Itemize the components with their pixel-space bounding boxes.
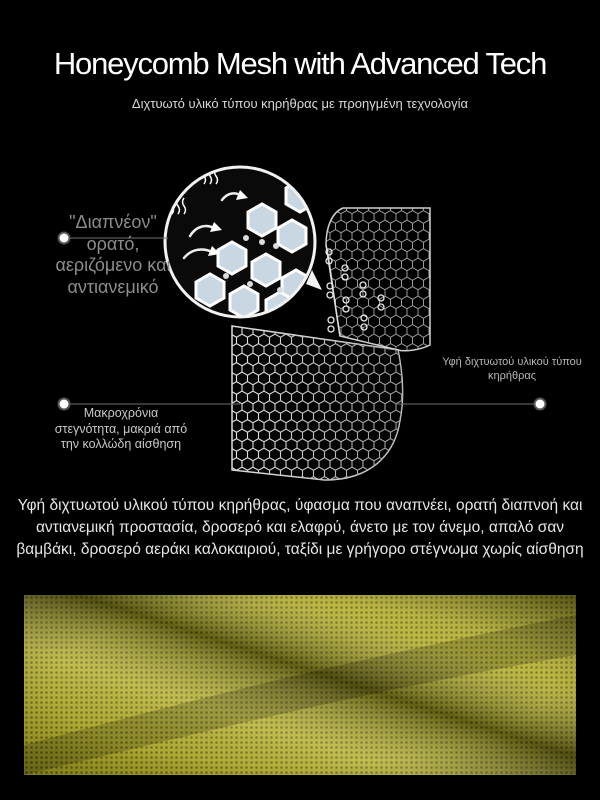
feature-texture: Υφή διχτυωτού υλικού τύπου κηρήθρας — [442, 356, 582, 382]
fabric-back-panel — [326, 208, 430, 351]
feature-quick-dry: Μακροχρόνια στεγνότητα, μακριά από την κολλώδη αίσθηση — [54, 406, 188, 452]
feature-breathable: "Διαπνέον" ορατό, αεριζόμενο και αντιανεμικό — [55, 212, 171, 297]
magnifier-circle — [165, 167, 322, 324]
fabric-front-panel — [232, 326, 403, 480]
callout-dot-texture — [535, 399, 546, 410]
fabric-closeup-photo — [24, 595, 576, 775]
product-description: Υφή διχτυωτού υλικού τύπου κηρήθρας, ύφασμα που αναπνέει, ορατή διαπνοή και αντιανεμική προστασία, δροσερό και ελαφρύ, άνετο με τον άνεμο, απαλό σαν βαμβάκι, δροσερό αεράκι καλοκαιριού, ταξίδι με γρήγορο στέγνωμα χωρίς αίσθηση — [16, 497, 584, 558]
page-subtitle: Διχτυωτό υλικό τύπου κηρήθρας με προηγμένη τεχνολογία — [131, 96, 469, 111]
page-title: Honeycomb Mesh with Advanced Tech — [53, 46, 547, 81]
